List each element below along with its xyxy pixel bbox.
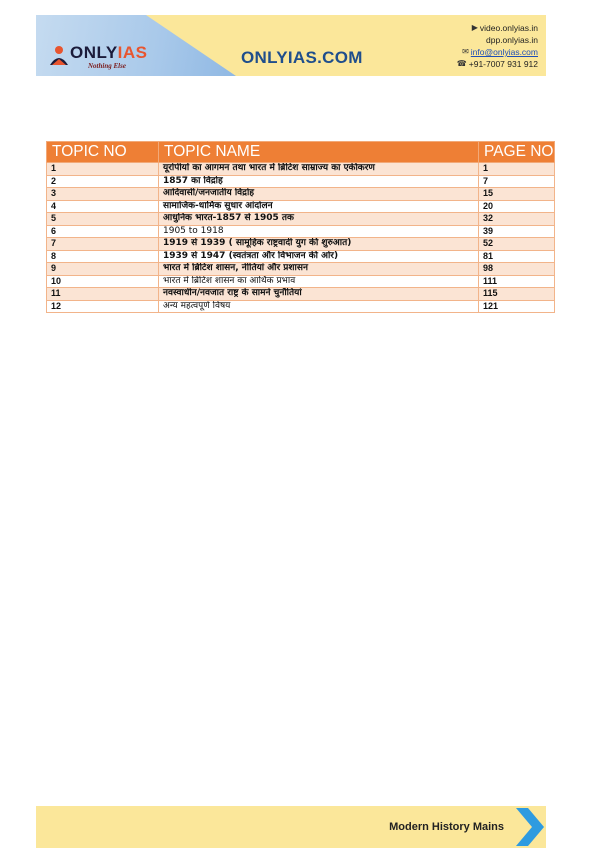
column-header-page-no: PAGE NO: [479, 142, 555, 163]
phone-icon: ☎: [456, 59, 467, 68]
contact-phone[interactable]: ☎ +91-7007 931 912: [456, 59, 538, 69]
table-row[interactable]: [47, 238, 555, 251]
page-number: 115: [479, 288, 555, 301]
topic-name: सामाजिक-धार्मिक सुधार आंदोलन: [159, 200, 479, 213]
page-number: 98: [479, 263, 555, 276]
page-number: 39: [479, 225, 555, 238]
topic-number: 2: [47, 175, 159, 188]
page-number: 15: [479, 188, 555, 201]
page-number: 121: [479, 300, 555, 313]
topic-number: 10: [47, 275, 159, 288]
topic-name: भारत में ब्रिटिश शासन का आर्थिक प्रभाव: [159, 275, 479, 288]
topic-number: 7: [47, 238, 159, 251]
contact-block: [457, 22, 538, 70]
topic-name: भारत में ब्रिटिश शासन, नीतियां और प्रशासन: [159, 263, 479, 276]
topic-name: अन्य महत्वपूर्ण विषय: [159, 300, 479, 313]
table-row[interactable]: [47, 288, 555, 301]
page-number: 32: [479, 213, 555, 226]
table-row[interactable]: [47, 200, 555, 213]
page-header: [36, 15, 546, 76]
table-row[interactable]: [47, 225, 555, 238]
youtube-icon: ▶: [471, 23, 478, 32]
email-icon: ✉: [462, 47, 469, 56]
chevron-right-icon: [516, 808, 544, 846]
topics-table: [46, 141, 555, 313]
column-header-topic-name: TOPIC NAME: [159, 142, 479, 163]
page-number: 20: [479, 200, 555, 213]
page-number: 52: [479, 238, 555, 251]
site-title: ONLYIAS.COM: [241, 48, 363, 67]
contact-dpp[interactable]: dpp.onlyias.in: [486, 35, 538, 45]
topic-number: 8: [47, 250, 159, 263]
logo-person-icon: [48, 45, 70, 67]
onlyias-logo: [46, 43, 156, 73]
table-row[interactable]: [47, 213, 555, 226]
topic-number: 11: [47, 288, 159, 301]
page-number: 81: [479, 250, 555, 263]
topic-number: 5: [47, 213, 159, 226]
contact-video[interactable]: ▶ video.onlyias.in: [471, 23, 538, 33]
page-footer: [36, 806, 546, 848]
table-row[interactable]: [47, 175, 555, 188]
contact-email[interactable]: ✉ info@onlyias.com: [462, 47, 538, 57]
topic-number: 6: [47, 225, 159, 238]
topic-number: 9: [47, 263, 159, 276]
topic-name: आदिवासी/जनजातीय विद्रोह: [159, 188, 479, 201]
page-number: 1: [479, 163, 555, 176]
table-row[interactable]: [47, 250, 555, 263]
logo-tagline: Nothing Else: [88, 62, 126, 70]
table-row[interactable]: [47, 263, 555, 276]
table-header-row: [47, 142, 555, 163]
footer-title: Modern History Mains: [389, 821, 504, 833]
logo-wordmark: ONLYIAS: [70, 43, 148, 62]
table-row[interactable]: [47, 275, 555, 288]
page-number: 111: [479, 275, 555, 288]
column-header-topic-no: TOPIC NO: [47, 142, 159, 163]
table-row[interactable]: [47, 163, 555, 176]
topic-name: 1857 का विद्रोह: [159, 175, 479, 188]
page-number: 7: [479, 175, 555, 188]
topic-name: आधुनिक भारत-1857 से 1905 तक: [159, 213, 479, 226]
topic-name: यूरोपीयों का आगमन तथा भारत में ब्रिटिश साम्राज्य का एकीकरण: [159, 163, 479, 176]
topic-name: 1919 से 1939 ( सामूहिक राष्ट्रवादी युग की शुरुआत): [159, 238, 479, 251]
table-row[interactable]: [47, 188, 555, 201]
topic-name: 1905 to 1918: [159, 225, 479, 238]
table-row[interactable]: [47, 300, 555, 313]
topic-name: 1939 से 1947 (स्वतंत्रता और विभाजन की ओर): [159, 250, 479, 263]
topic-number: 1: [47, 163, 159, 176]
topic-number: 3: [47, 188, 159, 201]
topic-number: 12: [47, 300, 159, 313]
topic-number: 4: [47, 200, 159, 213]
topic-name: नवस्वाधीन/नवजात राष्ट्र के सामने चुनौतियां: [159, 288, 479, 301]
